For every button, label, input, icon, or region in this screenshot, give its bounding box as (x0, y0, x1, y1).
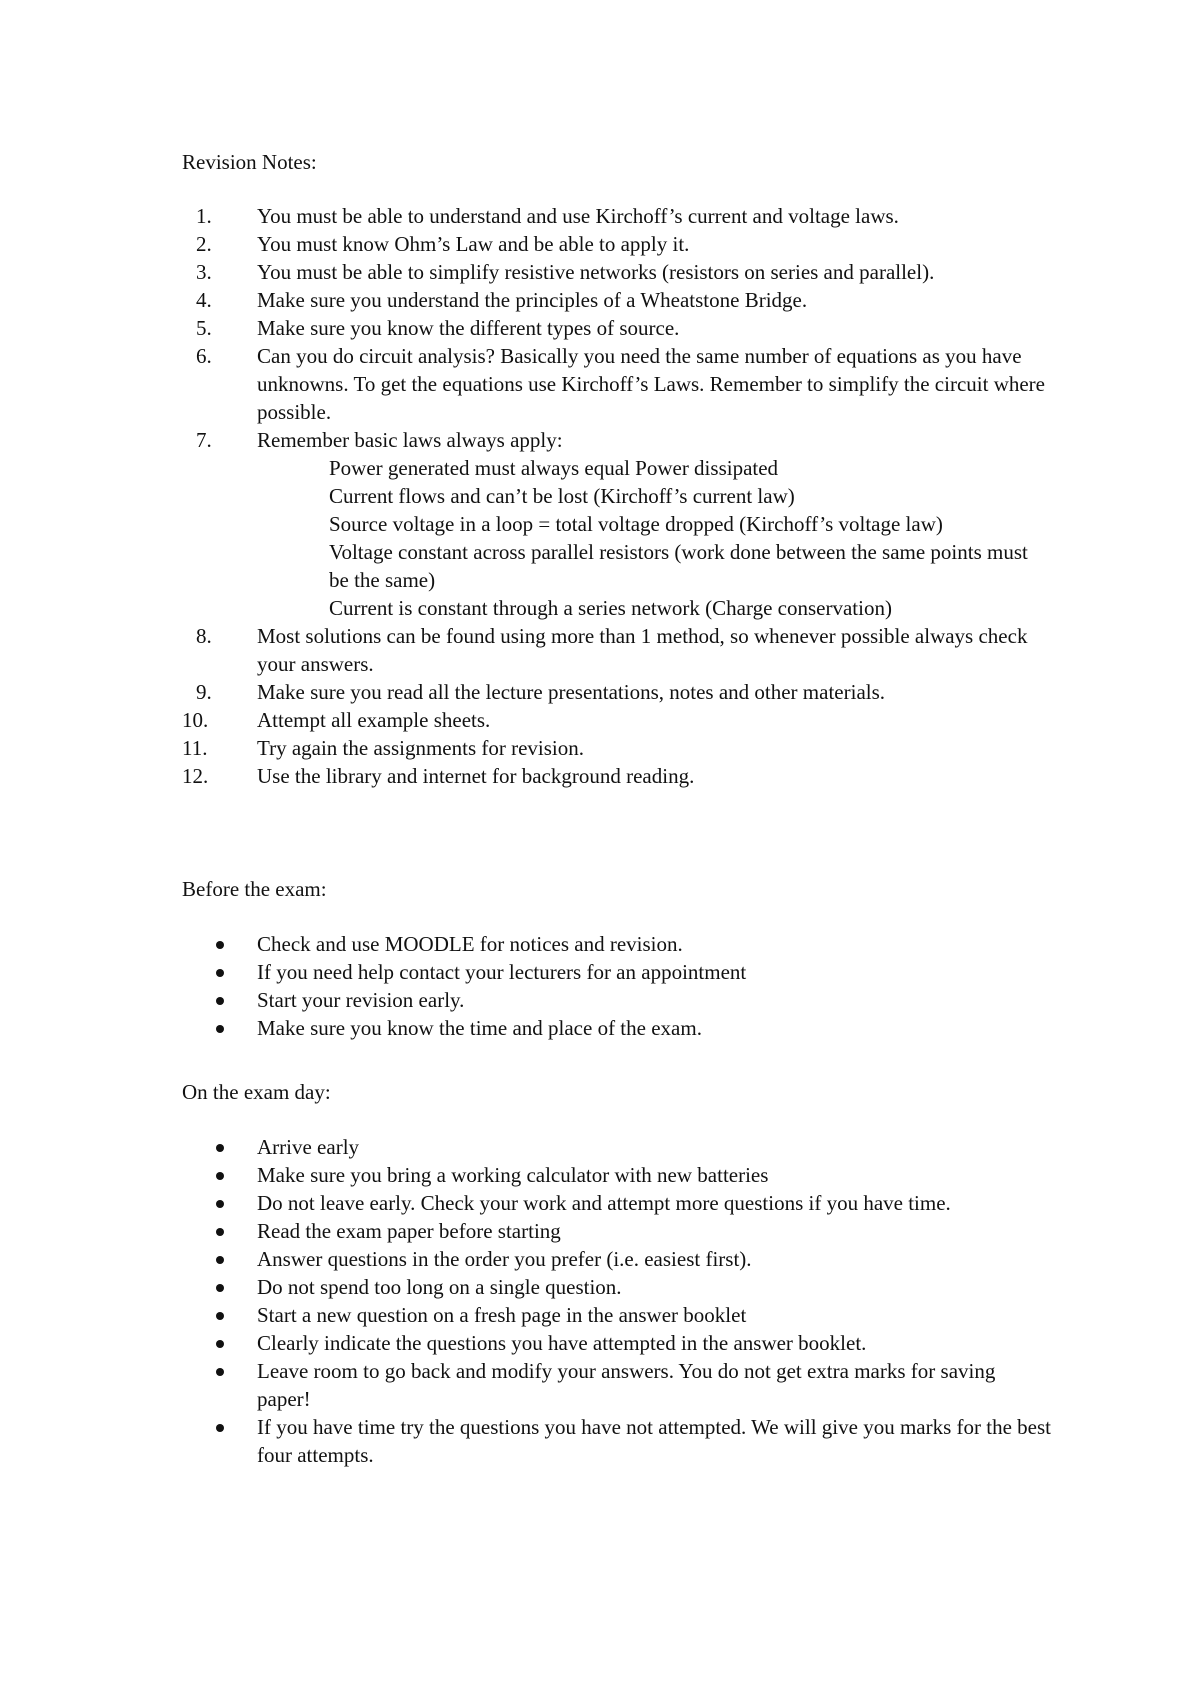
revision-notes-list (182, 202, 1052, 790)
bullet-icon (216, 997, 224, 1005)
bullet-list-item (182, 986, 1052, 1014)
item-text: You must know Ohm’s Law and be able to apply it. (257, 232, 690, 256)
item-text: Leave room to go back and modify your answers. You do not get extra marks for saving paper! (257, 1359, 996, 1411)
item-number: 10. (182, 708, 209, 732)
item-number: 6. (196, 344, 212, 368)
numbered-list-item (182, 622, 1052, 678)
item-text: Attempt all example sheets. (257, 708, 491, 732)
item-text: Make sure you bring a working calculator with new batteries (257, 1163, 769, 1187)
bullet-icon (216, 1340, 224, 1348)
bullet-icon (216, 1172, 224, 1180)
bullet-list-item (182, 1133, 1052, 1161)
item-number: 2. (196, 232, 212, 256)
item-number: 11. (182, 736, 208, 760)
item-text: Read the exam paper before starting (257, 1219, 561, 1243)
item-text: Answer questions in the order you prefer (i.e. easiest first). (257, 1247, 752, 1271)
numbered-list-item (182, 202, 1052, 230)
item-text: Make sure you know the time and place of the exam. (257, 1016, 702, 1040)
item-number: 1. (196, 204, 212, 228)
basic-law-line: Current flows and can’t be lost (Kirchoff’s current law) (329, 484, 795, 508)
numbered-list-item (182, 762, 1052, 790)
before-exam-heading: Before the exam: (182, 877, 327, 901)
item-number: 3. (196, 260, 212, 284)
item-text: Arrive early (257, 1135, 360, 1159)
basic-law-line: Source voltage in a loop = total voltage dropped (Kirchoff’s voltage law) (329, 512, 943, 536)
numbered-list-item (182, 342, 1052, 426)
bullet-icon (216, 941, 224, 949)
item-text: You must be able to simplify resistive networks (resistors on series and parallel). (257, 260, 935, 284)
exam-day-list (182, 1133, 1052, 1469)
bullet-icon (216, 969, 224, 977)
bullet-list-item (182, 1189, 1052, 1217)
bullet-icon (216, 1200, 224, 1208)
bullet-list-item (182, 1245, 1052, 1273)
bullet-list-item (182, 958, 1052, 986)
bullet-list-item (182, 1217, 1052, 1245)
bullet-icon (216, 1144, 224, 1152)
bullet-icon (216, 1256, 224, 1264)
item-number: 7. (196, 428, 212, 452)
numbered-list-item (182, 230, 1052, 258)
bullet-list-item (182, 1273, 1052, 1301)
bullet-list-item (182, 1161, 1052, 1189)
bullet-list-item (182, 1413, 1052, 1469)
item-text: Make sure you understand the principles of a Wheatstone Bridge. (257, 288, 808, 312)
item-text: Can you do circuit analysis? Basically you need the same number of equations as you have unknowns. To get the equations use Kirchoff’s Laws. Remember to simplify the circuit where possible. (257, 344, 1045, 424)
item-number: 12. (182, 764, 209, 788)
item-text: Remember basic laws always apply: (257, 428, 563, 452)
item-text: Start your revision early. (257, 988, 465, 1012)
bullet-list-item (182, 1357, 1052, 1413)
item-text: Use the library and internet for background reading. (257, 764, 695, 788)
bullet-icon (216, 1025, 224, 1033)
bullet-list-item (182, 1301, 1052, 1329)
item-text: If you have time try the questions you have not attempted. We will give you marks for the best four attempts. (257, 1415, 1051, 1467)
item-text: Try again the assignments for revision. (257, 736, 585, 760)
item-number: 9. (196, 680, 212, 704)
exam-day-heading: On the exam day: (182, 1080, 331, 1104)
bullet-icon (216, 1424, 224, 1432)
item-text: Start a new question on a fresh page in the answer booklet (257, 1303, 747, 1327)
item-text: You must be able to understand and use Kirchoff’s current and voltage laws. (257, 204, 899, 228)
item-text: Most solutions can be found using more than 1 method, so whenever possible always check your answers. (257, 624, 1028, 676)
item-text: If you need help contact your lecturers for an appointment (257, 960, 747, 984)
numbered-list-item (182, 314, 1052, 342)
item-text: Do not leave early. Check your work and attempt more questions if you have time. (257, 1191, 951, 1215)
bullet-icon (216, 1228, 224, 1236)
item-text: Check and use MOODLE for notices and revision. (257, 932, 683, 956)
numbered-list-item (182, 426, 1052, 622)
bullet-list-item (182, 1014, 1052, 1042)
item-text: Clearly indicate the questions you have attempted in the answer booklet. (257, 1331, 867, 1355)
basic-law-line: Power generated must always equal Power dissipated (329, 456, 779, 480)
numbered-list-item (182, 258, 1052, 286)
numbered-list-item (182, 706, 1052, 734)
basic-laws-sublist (257, 454, 1052, 622)
item-text: Do not spend too long on a single question. (257, 1275, 622, 1299)
bullet-list-item (182, 1329, 1052, 1357)
revision-notes-heading: Revision Notes: (182, 150, 317, 174)
item-number: 5. (196, 316, 212, 340)
bullet-list-item (182, 930, 1052, 958)
numbered-list-item (182, 734, 1052, 762)
basic-law-line: Voltage constant across parallel resistors (work done between the same points must be the same) (329, 540, 1028, 592)
bullet-icon (216, 1284, 224, 1292)
item-text: Make sure you know the different types of source. (257, 316, 680, 340)
item-number: 8. (196, 624, 212, 648)
bullet-icon (216, 1368, 224, 1376)
bullet-icon (216, 1312, 224, 1320)
numbered-list-item (182, 678, 1052, 706)
item-text: Make sure you read all the lecture presentations, notes and other materials. (257, 680, 886, 704)
basic-law-line: Current is constant through a series network (Charge conservation) (329, 596, 892, 620)
before-exam-list (182, 930, 1052, 1042)
item-number: 4. (196, 288, 212, 312)
numbered-list-item (182, 286, 1052, 314)
